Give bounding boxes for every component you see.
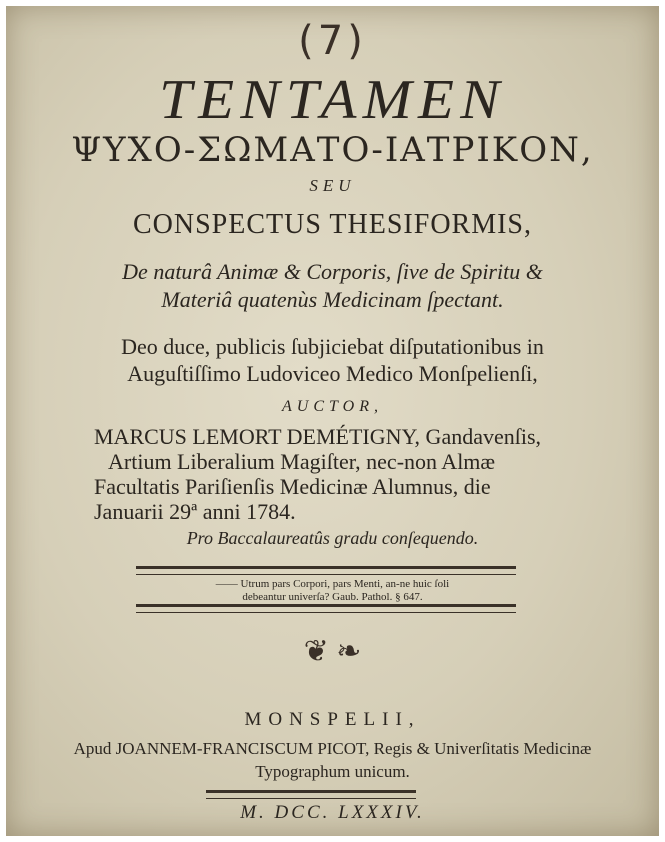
disputation-line: Deo duce, publicis ſubjiciebat diſputationibus in: [121, 334, 544, 359]
subtitle: CONSPECTUS THESIFORMIS,: [132, 209, 533, 240]
divider-rule: [136, 604, 516, 613]
title-page: [6, 6, 659, 836]
epigraph-line: debeantur univerſa? Gaub. Pathol. § 647.: [242, 591, 423, 603]
printer-line: Typographum unicum.: [255, 762, 410, 781]
author-line: Januarii 29ª anni 1784.: [94, 499, 296, 524]
author-line: Artium Liberalium Magiſter, nec-non Almæ: [108, 449, 496, 474]
auctor-label: AUCTOR,: [282, 398, 383, 415]
author-line: Facultatis Pariſienſis Medicinæ Alumnus, die: [94, 474, 491, 499]
place: MONSPELII,: [244, 709, 421, 730]
seu-label: SEU: [309, 176, 356, 195]
description-line: De naturâ Animæ & Corporis, ſive de Spiritu &: [122, 259, 543, 284]
ornament-icon: ❦ ❧: [303, 635, 362, 668]
year: M. DCC. LXXXIV.: [240, 802, 425, 823]
epigraph-line: —— Utrum pars Corpori, pars Menti, an-ne huic ſoli: [215, 578, 450, 590]
printer-line: Apud JOANNEM-FRANCISCUM PICOT, Regis & Univerſitatis Medicinæ: [73, 739, 592, 758]
divider-rule: [136, 566, 516, 575]
description-line: Materiâ quatenùs Medicinam ſpectant.: [161, 287, 504, 312]
author-line: MARCUS LEMORT DEMÉTIGNY, Gandavenſis,: [94, 424, 542, 449]
disputation-line: Auguſtiſſimo Ludoviceo Medico Monſpelienſi,: [127, 361, 538, 386]
main-title: TENTAMEN: [159, 69, 506, 131]
divider-rule: [206, 790, 416, 799]
handwritten-page-number: (7): [298, 18, 367, 64]
purpose: Pro Baccalaureatûs gradu conſequendo.: [186, 528, 479, 548]
greek-title: ΨΥΧΟ-ΣΩΜΑΤΟ-ΙΑΤΡΙΚΟΝ,: [71, 130, 594, 170]
